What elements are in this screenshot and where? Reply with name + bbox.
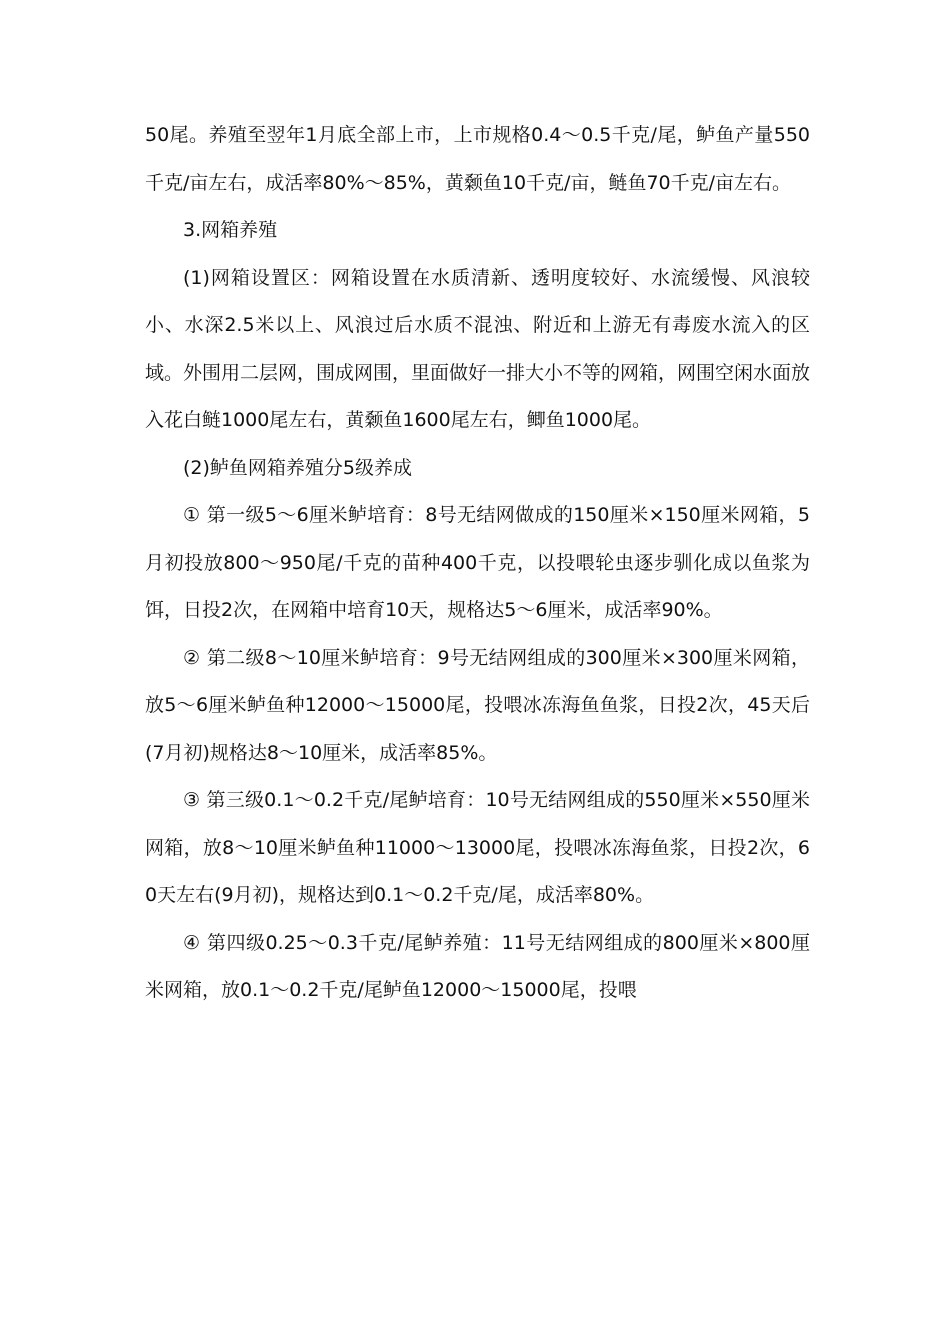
section-heading-cage-culture: 3.网箱养殖	[183, 219, 278, 241]
paragraph-stage-one: ① 第一级5～6厘米鲈培育：8号无结网做成的150厘米×150厘米网箱，5月初投放800～950尾/千克的苗种400千克，以投喂轮虫逐步驯化成以鱼浆为饵，日投2次，在网箱中培育10天，规格达5～6厘米，成活率90%。	[145, 504, 810, 621]
paragraph-yield-summary: 50尾。养殖至翌年1月底全部上市，上市规格0.4～0.5千克/尾，鲈鱼产量550千克/亩左右，成活率80%～85%，黄颡鱼10千克/亩，鲢鱼70千克/亩左右。	[145, 124, 810, 194]
paragraph-stage-four: ④ 第四级0.25～0.3千克/尾鲈养殖：11号无结网组成的800厘米×800厘米网箱，放0.1～0.2千克/尾鲈鱼12000～15000尾，投喂	[145, 931, 810, 1001]
document-body	[145, 112, 810, 1015]
subheading-five-stage-culture: (2)鲈鱼网箱养殖分5级养成	[183, 456, 413, 479]
paragraph-stage-three: ③ 第三级0.1～0.2千克/尾鲈培育：10号无结网组成的550厘米×550厘米网箱，放8～10厘米鲈鱼种11000～13000尾，投喂冰冻海鱼浆，日投2次，60天左右(9月初)，规格达到0.1～0.2千克/尾，成活率80%。	[145, 789, 810, 906]
paragraph-cage-site: (1)网箱设置区：网箱设置在水质清新、透明度较好、水流缓慢、风浪较小、水深2.5米以上、风浪过后水质不混浊、附近和上游无有毒废水流入的区域。外围用二层网，围成网围，里面做好一排大小不等的网箱，网围空闲水面放入花白鲢1000尾左右，黄颡鱼1600尾左右，鲫鱼1000尾。	[145, 266, 811, 431]
paragraph-stage-two: ② 第二级8～10厘米鲈培育：9号无结网组成的300厘米×300厘米网箱，放5～6厘米鲈鱼种12000～15000尾，投喂冰冻海鱼鱼浆，日投2次，45天后(7月初)规格达8～10厘米，成活率85%。	[145, 646, 810, 764]
